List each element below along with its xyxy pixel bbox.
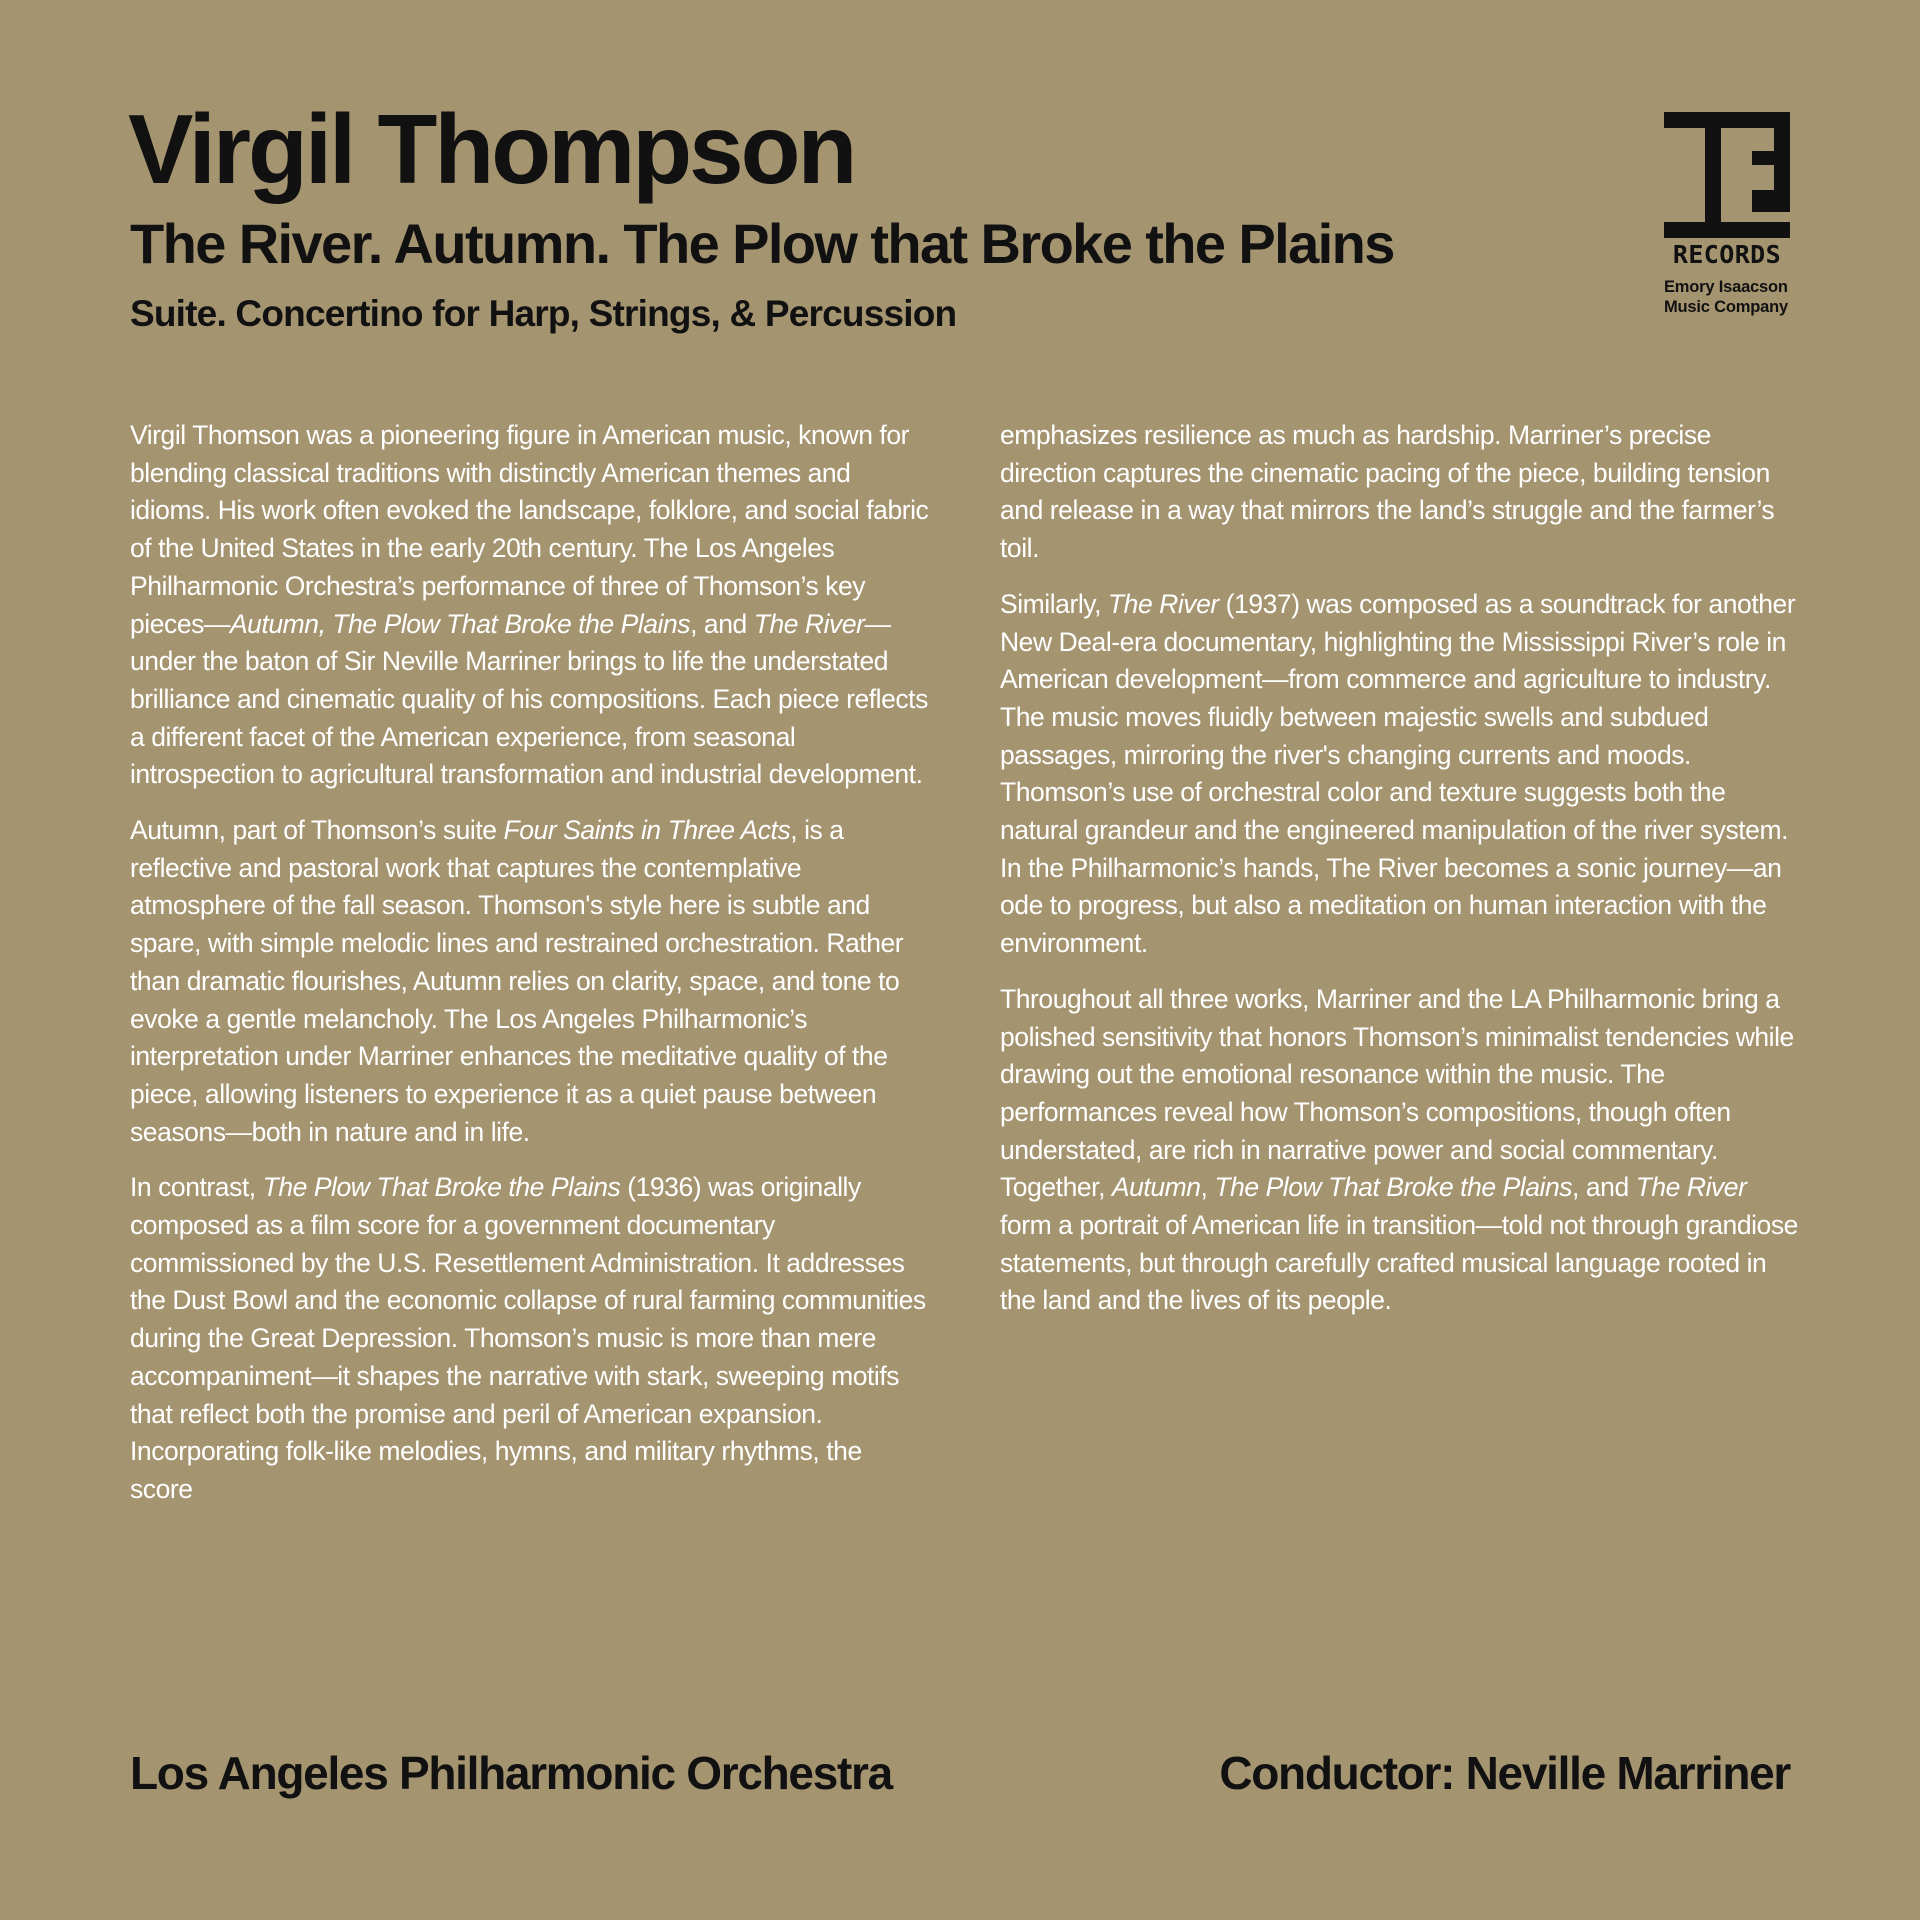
liner-paragraph: emphasizes resilience as much as hardship. Marriner’s precise direction captures the cinematic pacing of the piece, building tension and release in a way that mirrors the land’s struggle and the farmer’s toil. bbox=[1000, 420, 1775, 564]
logo-company-name bbox=[1664, 277, 1804, 317]
album-artist-title: Virgil Thompson bbox=[128, 94, 855, 204]
logo-wordmark: RECORDS bbox=[1672, 240, 1782, 269]
record-label-logo bbox=[1664, 112, 1794, 317]
conductor-credit: Conductor: Neville Marriner bbox=[1219, 1747, 1790, 1799]
liner-paragraph: In contrast, The Plow That Broke the Plains (1936) was originally composed as a film score for a government documentary commissioned by the U.S. Resettlement Administration. It addresses the Dust Bowl and the economic collapse of rural farming communities during the Great Depression. Thomson’s music is more than mere accompaniment—it shapes the narrative with stark, sweeping motifs that reflect both the promise and peril of American expansion. Incorporating folk-like melodies, hymns, and military rhythms, the score bbox=[130, 1172, 926, 1504]
liner-paragraph: Similarly, The River (1937) was composed as a soundtrack for another New Deal-era documentary, highlighting the Mississippi River’s role in American development—from commerce and agriculture to industry. The music moves fluidly between majestic swells and subdued passages, mirroring the river's changing currents and moods. Thomson’s use of orchestral color and texture suggests both the natural grandeur and the engineered manipulation of the river system. In the Philharmonic’s hands, The River becomes a sonic journey—an ode to progress, but also a meditation on human interaction with the environment. bbox=[1000, 588, 1796, 959]
album-works-subtitle-secondary: Suite. Concertino for Harp, Strings, & Percussion bbox=[130, 293, 957, 334]
te-monogram-icon bbox=[1664, 112, 1790, 238]
liner-paragraph: Virgil Thomson was a pioneering figure in American music, known for blending classical traditions with distinctly American themes and idioms. His work often evoked the landscape, folklore, and social fabric of the United States in the early 20th century. The Los Angeles Philharmonic Orchestra’s performance of three of Thomson’s key pieces—Autumn, The Plow That Broke the Plains, and The River—under the baton of Sir Neville Marriner brings to life the understated brilliance and cinematic quality of his compositions. Each piece reflects a different facet of the American experience, from seasonal introspection to agricultural transformation and industrial development. bbox=[130, 420, 929, 790]
liner-paragraph: Autumn, part of Thomson’s suite Four Saints in Three Acts, is a reflective and pastoral work that captures the contemplative atmosphere of the fall season. Thomson's style here is subtle and spare, with simple melodic lines and restrained orchestration. Rather than dramatic flourishes, Autumn relies on clarity, space, and tone to evoke a gentle melancholy. The Los Angeles Philharmonic’s interpretation under Marriner enhances the meditative quality of the piece, allowing listeners to experience it as a quiet pause between seasons—both in nature and in life. bbox=[130, 815, 904, 1147]
logo-company-line-2: Music Company bbox=[1664, 298, 1788, 316]
liner-notes-left-column bbox=[130, 417, 930, 1527]
liner-paragraph: Throughout all three works, Marriner and the LA Philharmonic bring a polished sensitivity that honors Thomson’s minimalist tendencies while drawing out the emotional resonance within the music. The performances reveal how Thomson’s compositions, though often understated, are rich in narrative power and social commentary. Together, Autumn, The Plow That Broke the Plains, and The River form a portrait of American life in transition—told not through grandiose statements, but through carefully crafted musical language rooted in the land and the lives of its people. bbox=[1000, 983, 1798, 1316]
album-works-subtitle: The River. Autumn. The Plow that Broke the Plains bbox=[130, 212, 1394, 275]
logo-company-line-1: Emory Isaacson bbox=[1664, 278, 1788, 296]
liner-notes-right-column bbox=[1000, 417, 1800, 1338]
orchestra-credit: Los Angeles Philharmonic Orchestra bbox=[130, 1747, 892, 1799]
